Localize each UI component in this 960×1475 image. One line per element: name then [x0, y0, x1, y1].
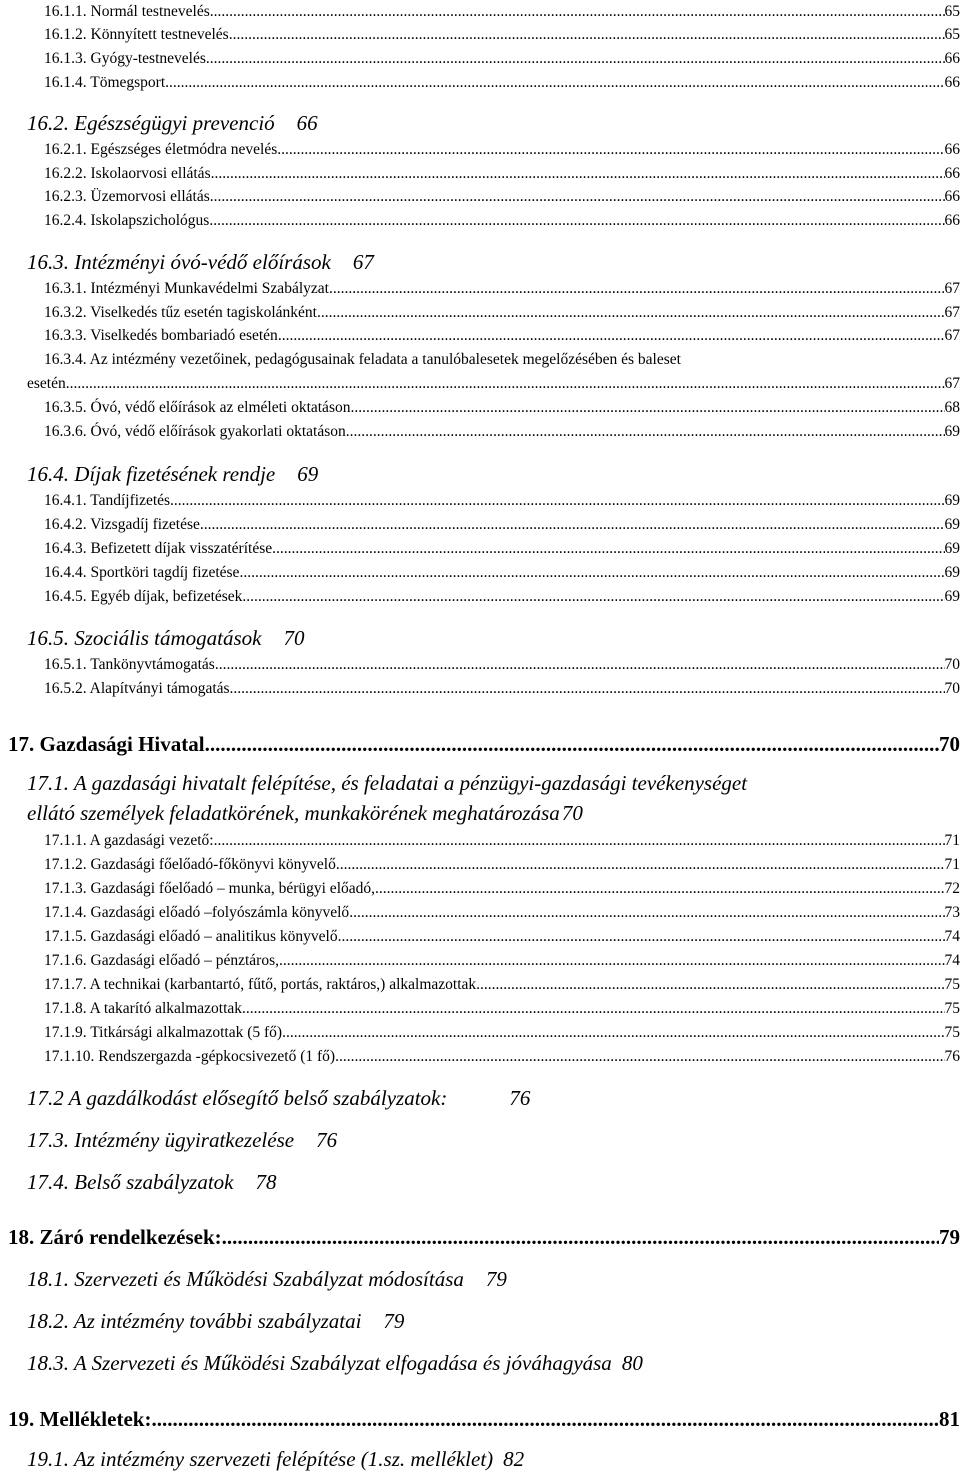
toc-section [27, 110, 318, 136]
toc-entry [44, 164, 960, 184]
dot-leader [170, 491, 944, 511]
toc-entry-text: 16.2.2. Iskolaorvosi ellátás [44, 165, 211, 182]
toc-section-page: 80 [621, 1351, 643, 1375]
toc-entry [44, 279, 960, 299]
toc-entry [44, 2, 960, 22]
toc-entry-text: 16.3.2. Viselkedés tűz esetén tagiskolánként [44, 304, 317, 321]
toc-entry-page: 72 [944, 880, 960, 897]
toc-entry-text: 16.5.2. Alapítványi támogatás [44, 680, 230, 697]
toc-chapter [8, 1406, 960, 1432]
toc-entry-text: 16.3.3. Viselkedés bombariadó esetén [44, 327, 278, 344]
toc-section-page: 79 [485, 1267, 507, 1291]
toc-entry-text: 16.1.4. Tömegsport [44, 74, 166, 91]
dot-leader [211, 164, 945, 184]
toc-section-text: 16.2. Egészségügyi prevenció [27, 111, 275, 135]
toc-entry-text: 17.1.8. A takarító alkalmazottak [44, 1000, 243, 1017]
dot-leader [209, 211, 944, 231]
toc-entry-page: 71 [944, 856, 960, 873]
dot-leader [242, 587, 944, 607]
dot-leader [349, 903, 944, 923]
toc-entry-page: 65 [944, 26, 960, 43]
toc-entry [44, 855, 960, 875]
toc-chapter-text: 17. Gazdasági Hivatal [8, 732, 205, 756]
toc-entry [44, 879, 960, 899]
dot-leader [272, 539, 944, 559]
toc-entry-page: 70 [944, 680, 960, 697]
toc-section [27, 1127, 337, 1153]
toc-entry [44, 1047, 960, 1067]
toc-section [27, 1085, 530, 1111]
toc-chapter-page: 81 [939, 1407, 960, 1431]
dot-leader [206, 49, 945, 69]
toc-entry-text: 16.1.3. Gyógy-testnevelés [44, 50, 206, 67]
dot-leader [165, 73, 944, 93]
toc-entry-text: 16.5.1. Tankönyvtámogatás [44, 656, 215, 673]
toc-section-text: ellátó személyek feladatkörének, munkakörének meghatározása [27, 801, 560, 825]
toc-entry-text: 17.1.6. Gazdasági előadó – pénztáros, [44, 952, 280, 969]
toc-section-page: 76 [316, 1128, 338, 1152]
toc-entry-text: 17.1.7. A technikai (karbantartó, fűtő, portás, raktáros,) alkalmazottak [44, 976, 477, 993]
toc-section-text: 16.5. Szociális támogatások [27, 626, 262, 650]
toc-entry [44, 25, 960, 45]
dot-leader [66, 374, 945, 394]
toc-entry-text: 16.3.5. Óvó, védő előírások az elméleti oktatáson [44, 399, 351, 416]
toc-chapter-page: 70 [939, 732, 960, 756]
dot-leader [215, 655, 945, 675]
dot-leader [277, 140, 944, 160]
toc-entry [44, 831, 960, 851]
dot-leader [282, 1023, 944, 1043]
dot-leader [200, 515, 945, 535]
toc-entry-page: 69 [944, 588, 960, 605]
toc-section-text: 18.3. A Szervezeti és Működési Szabályzat elfogadása és jóváhagyása [27, 1351, 612, 1375]
toc-entry-page: 69 [944, 564, 960, 581]
toc-entry-page: 66 [944, 50, 960, 67]
toc-section [27, 1266, 507, 1292]
dot-leader [375, 879, 944, 899]
toc-entry-text: 17.1.5. Gazdasági előadó – analitikus könyvelő [44, 928, 338, 945]
dot-leader [242, 999, 944, 1019]
toc-entry [44, 326, 960, 346]
toc-section-page: 78 [255, 1170, 277, 1194]
toc-entry [44, 73, 960, 93]
toc-chapter-text: 19. Mellékletek: [8, 1407, 152, 1431]
toc-entry [44, 422, 960, 442]
toc-section-text: 17.1. A gazdasági hivatalt felépítése, és feladatai a pénzügyi-gazdasági tevékenységet [27, 771, 748, 795]
dot-leader [205, 731, 939, 757]
toc-entry-page: 70 [944, 656, 960, 673]
dot-leader [230, 679, 945, 699]
toc-section-text: 17.4. Belső szabályzatok [27, 1170, 234, 1194]
toc-section-page: 79 [383, 1309, 405, 1333]
toc-entry-page: 65 [944, 3, 960, 20]
toc-chapter-page: 79 [939, 1225, 960, 1249]
toc-entry [44, 975, 960, 995]
dot-leader [278, 326, 945, 346]
toc-entry-page: 69 [944, 423, 960, 440]
dot-leader [329, 279, 945, 299]
toc-section [27, 625, 305, 651]
toc-entry-text: 17.1.4. Gazdasági előadó –folyószámla könyvelő [44, 904, 350, 921]
toc-entry [44, 303, 960, 323]
toc-entry [44, 398, 960, 418]
toc-entry [44, 515, 960, 535]
toc-entry [44, 350, 681, 370]
toc-entry-page: 67 [944, 375, 960, 392]
toc-section-text: 19.1. Az intézmény szervezeti felépítése (1.sz. melléklet) [27, 1447, 494, 1471]
toc-section [27, 1169, 276, 1195]
toc-entry-text: 17.1.1. A gazdasági vezető: [44, 832, 214, 849]
dot-leader [229, 25, 945, 45]
dot-leader [335, 1047, 944, 1067]
dot-leader [336, 855, 945, 875]
dot-leader [151, 1406, 939, 1432]
toc-entry-text: 16.1.1. Normál testnevelés [44, 3, 210, 20]
toc-section-text: 16.3. Intézményi óvó-védő előírások [27, 250, 331, 274]
toc-entry-page: 71 [944, 832, 960, 849]
toc-entry [44, 1023, 960, 1043]
toc-entry [44, 563, 960, 583]
toc-entry-text: 17.1.3. Gazdasági főelőadó – munka, bérügyi előadó, [44, 880, 376, 897]
dot-leader [210, 2, 945, 22]
toc-chapter [8, 1224, 960, 1250]
toc-entry-text: 16.2.1. Egészséges életmódra nevelés [44, 141, 278, 158]
toc-entry [44, 927, 960, 947]
toc-entry-text: 16.3.6. Óvó, védő előírások gyakorlati oktatáson [44, 423, 346, 440]
toc-entry [44, 903, 960, 923]
dot-leader [222, 1224, 939, 1250]
toc-entry [44, 539, 960, 559]
dot-leader [346, 422, 945, 442]
dot-leader [350, 398, 944, 418]
toc-section-text: 17.2 A gazdálkodást elősegítő belső szabályzatok: [27, 1086, 448, 1110]
toc-entry-page: 66 [944, 74, 960, 91]
toc-section-text: 16.4. Díjak fizetésének rendje [27, 462, 276, 486]
toc-entry-text: 16.4.2. Vizsgadíj fizetése [44, 516, 200, 533]
toc-entry-page: 69 [944, 540, 960, 557]
toc-section [27, 461, 318, 487]
toc-section-text: 18.1. Szervezeti és Működési Szabályzat módosítása [27, 1267, 464, 1291]
dot-leader [476, 975, 944, 995]
toc-entry-page: 66 [944, 165, 960, 182]
toc-entry-text: 16.4.3. Befizetett díjak visszatérítése [44, 540, 273, 557]
toc-entry-page: 69 [944, 516, 960, 533]
toc-section-page: 70 [283, 626, 305, 650]
toc-entry [44, 999, 960, 1019]
toc-entry-page: 68 [944, 399, 960, 416]
toc-entry [44, 655, 960, 675]
toc-chapter-text: 18. Záró rendelkezések: [8, 1225, 222, 1249]
toc-section-page: 66 [296, 111, 318, 135]
toc-section-page: 76 [509, 1086, 531, 1110]
dot-leader [239, 563, 944, 583]
toc-entry [44, 187, 960, 207]
toc-section-page: 69 [297, 462, 319, 486]
toc-entry-text: 16.4.5. Egyéb díjak, befizetések [44, 588, 243, 605]
toc-entry [27, 374, 960, 394]
toc-entry-text: 16.2.4. Iskolapszichológus [44, 212, 210, 229]
toc-entry-page: 67 [944, 304, 960, 321]
toc-section [27, 1308, 404, 1334]
toc-entry-page: 75 [944, 1000, 960, 1017]
toc-section [27, 1350, 643, 1376]
toc-entry-page: 73 [944, 904, 960, 921]
toc-chapter [8, 731, 960, 757]
toc-entry-text: 16.1.2. Könnyített testnevelés [44, 26, 229, 43]
toc-entry-page: 75 [944, 1024, 960, 1041]
toc-section-text: 17.3. Intézmény ügyiratkezelése [27, 1128, 295, 1152]
toc-entry-page: 66 [944, 141, 960, 158]
dot-leader [338, 927, 945, 947]
toc-entry-page: 67 [944, 280, 960, 297]
toc-section [27, 770, 747, 796]
toc-entry-text: 17.1.2. Gazdasági főelőadó-főkönyvi könyvelő [44, 856, 336, 873]
toc-entry [44, 679, 960, 699]
toc-entry-page: 69 [944, 492, 960, 509]
toc-entry-page: 66 [944, 188, 960, 205]
toc-entry-text: 16.4.4. Sportköri tagdíj fizetése [44, 564, 240, 581]
toc-section-page: 70 [561, 801, 583, 825]
toc-entry-text: 17.1.9. Titkársági alkalmazottak (5 fő) [44, 1024, 283, 1041]
toc-entry-page: 75 [944, 976, 960, 993]
toc-entry-text: 16.3.1. Intézményi Munkavédelmi Szabályzat [44, 280, 329, 297]
dot-leader [210, 187, 945, 207]
toc-entry-page: 66 [944, 212, 960, 229]
toc-entry [44, 140, 960, 160]
toc-entry [44, 211, 960, 231]
toc-entry-page: 74 [944, 952, 960, 969]
toc-entry-text: 16.3.4. Az intézmény vezetőinek, pedagógusainak feladata a tanulóbalesetek megelőzésében és baleset [44, 351, 681, 368]
toc-entry-text: esetén [27, 375, 66, 392]
dot-leader [317, 303, 945, 323]
toc-section-page: 67 [352, 250, 374, 274]
toc-entry [44, 49, 960, 69]
toc-section [27, 1446, 524, 1472]
toc-section [27, 800, 583, 826]
toc-section-text: 18.2. Az intézmény további szabályzatai [27, 1309, 362, 1333]
toc-section [27, 249, 374, 275]
toc-entry-page: 67 [944, 327, 960, 344]
toc-entry-page: 76 [944, 1048, 960, 1065]
toc-entry-page: 74 [944, 928, 960, 945]
dot-leader [279, 951, 944, 971]
toc-entry-text: 17.1.10. Rendszergazda -gépkocsivezető (1 fő) [44, 1048, 336, 1065]
toc-entry [44, 587, 960, 607]
toc-section-page: 82 [503, 1447, 525, 1471]
toc-entry [44, 491, 960, 511]
dot-leader [214, 831, 945, 851]
toc-entry-text: 16.2.3. Üzemorvosi ellátás [44, 188, 210, 205]
toc-entry-text: 16.4.1. Tandíjfizetés [44, 492, 171, 509]
toc-entry [44, 951, 960, 971]
